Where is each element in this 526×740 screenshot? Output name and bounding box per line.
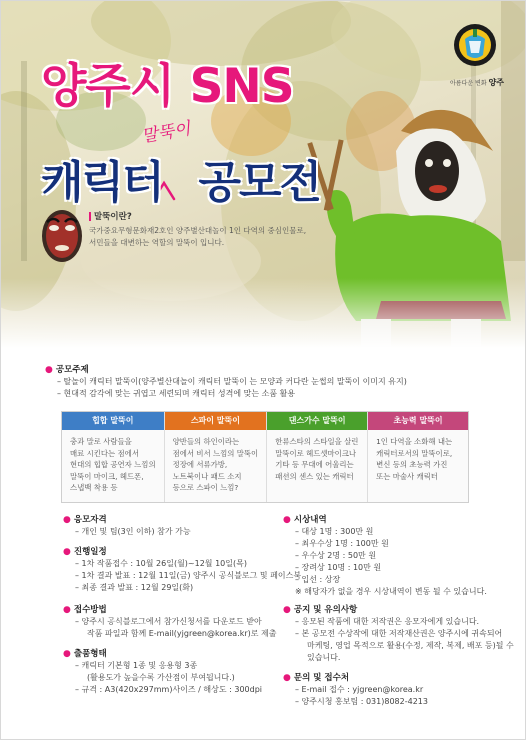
- list-item: – 대상 1명 : 300만 원: [295, 527, 374, 536]
- section-heading: ● 응모자격: [63, 515, 107, 525]
- concept-card-superpower: [367, 412, 468, 502]
- list-item: 마케팅, 영업 목적으로 활용(수정, 제작, 복제, 배포 등)될 수: [307, 641, 514, 650]
- concept-card-dancer: [266, 412, 367, 502]
- list-item: – 본 공모전 수상작에 대한 저작재산권은 양주시에 귀속되어: [295, 629, 503, 638]
- concept-card-body: 한류스타의 스타일을 살린 말뚝이로 헤드셋마이크나 기타 등 무대에 어울리는 패션의 센스 있는 캐릭터: [267, 430, 367, 502]
- intro-answer-line: 서민들을 대변하는 역할의 말뚝이 입니다.: [89, 238, 225, 247]
- section-format: [63, 648, 262, 696]
- intro-question: [89, 210, 132, 222]
- list-item: ※ 해당자가 없을 경우 시상내역이 변동 될 수 있습니다.: [295, 587, 487, 596]
- section-awards: [283, 514, 487, 598]
- logo-caption-prefix: 아름다운 변화: [449, 80, 487, 87]
- concept-card-body: 양반들의 하인이라는 점에서 비서 느낌의 말뚝이 정장에 서류가방, 노트북이나 패드 소지 등으로 스파이 느낌?: [165, 430, 267, 502]
- list-item: – 최우수상 1명 : 100만 원: [295, 539, 389, 548]
- concept-card-title: 힙합 말뚝이: [62, 412, 164, 430]
- list-item: – 양주시청 홍보팀 : 031)8082-4213: [295, 697, 428, 706]
- list-item: – 최종 결과 발표 : 12월 29일(화): [75, 583, 194, 592]
- section-heading: ● 진행일정: [63, 547, 107, 557]
- concept-card-spy: [164, 412, 267, 502]
- concept-card-hiphop: [62, 412, 164, 502]
- list-item: – 현대적 감각에 맞는 귀엽고 세련되며 캐릭터 성격에 맞는 소품 활용: [57, 389, 296, 398]
- concept-card-body: 1인 다역을 소화해 내는 캐릭터로서의 말뚝이로, 변신 등의 초능력 가진 또는 마술사 캐릭터: [368, 430, 468, 502]
- section-schedule: [63, 546, 301, 594]
- list-item: – E-mail 접수 : yjgreen@korea.kr: [295, 685, 424, 694]
- hero-banner: [1, 1, 526, 348]
- list-item: – 우수상 2명 : 50만 원: [295, 551, 377, 560]
- intro-question-text: 말뚝이란?: [94, 212, 132, 222]
- title-handwritten-word: 말뚝이: [140, 118, 193, 148]
- list-item: – 입선 : 상장: [295, 575, 341, 584]
- character-concept-cards: [61, 411, 469, 503]
- section-heading: ● 접수방법: [63, 605, 107, 615]
- section-notice: [283, 604, 514, 664]
- section-contact: [283, 672, 428, 708]
- title-line-2-b: 공모전: [198, 157, 321, 208]
- section-heading: ● 문의 및 접수처: [283, 673, 350, 683]
- section-heading: ● 공지 및 유의사항: [283, 605, 358, 615]
- title-line-2-a: 캐릭터: [41, 157, 163, 208]
- hero-bottom-fade: [1, 278, 526, 348]
- section-heading: ● 시상내역: [283, 515, 327, 525]
- list-item: 작품 파일과 함께 E-mail(yjgreen@korea.kr)로 제출: [87, 629, 277, 638]
- concept-card-title: 초능력 말뚝이: [368, 412, 468, 430]
- logo-caption-city: 양주: [488, 78, 505, 87]
- list-item: – 1차 결과 발표 : 12월 11일(금) 양주시 공식블로그 및 페이스북: [75, 571, 302, 580]
- list-item: – 응모된 작품에 대한 저작권은 응모자에게 있습니다.: [295, 617, 480, 626]
- section-eligibility: [63, 514, 191, 538]
- list-item: – 규격 : A3(420x297mm)사이즈 / 해상도 : 300dpi: [75, 685, 263, 694]
- intro-answer: [89, 225, 339, 249]
- list-item: – 1차 작품접수 : 10월 26일(월)~12월 10일(목): [75, 559, 247, 568]
- section-heading: ● 출품형태: [63, 649, 107, 659]
- list-item: 있습니다.: [307, 653, 341, 662]
- list-item: – 캐릭터 기본형 1종 및 응용형 3종: [75, 661, 198, 670]
- concept-card-title: 스파이 말뚝이: [165, 412, 267, 430]
- malttugi-mask-icon: [37, 206, 87, 264]
- list-item: – 양주시 공식블로그에서 참가신청서를 다운로드 받아: [75, 617, 262, 626]
- list-item: (활용도가 높을수록 가산점이 부여됩니다.): [87, 673, 235, 682]
- contest-details: [1, 348, 526, 740]
- list-item: – 탈놀이 캐릭터 말뚝이(양주별산대놀이 캐릭터 말뚝이 는 모양과 커다란 눈썹의 말뚝이 이미지 유지): [57, 377, 407, 386]
- logo-caption: [433, 77, 521, 88]
- list-item: – 장려상 10명 : 10만 원: [295, 563, 382, 572]
- section-heading: ● 공모주제: [45, 365, 89, 375]
- title-line-1: 양주시 SNS: [41, 59, 294, 114]
- concept-card-title: 댄스가수 말뚝이: [267, 412, 367, 430]
- intro-answer-line: 국가중요무형문화재2호인 양주별산대놀이 1인 다역의 중심인물로,: [89, 226, 307, 235]
- title-line-2: [41, 146, 320, 210]
- concept-card-body: 충과 말로 사람들을 매료 시킨다는 점에서 현대의 힙합 공연자 느낌의 말뚝이 마이크, 헤드폰, 스냅백 착용 등: [62, 430, 164, 502]
- yangju-logo-icon: [453, 23, 497, 67]
- section-submission: [63, 604, 276, 640]
- section-theme: [45, 364, 407, 400]
- list-item: – 개인 및 팀(3인 이하) 참가 가능: [75, 527, 191, 536]
